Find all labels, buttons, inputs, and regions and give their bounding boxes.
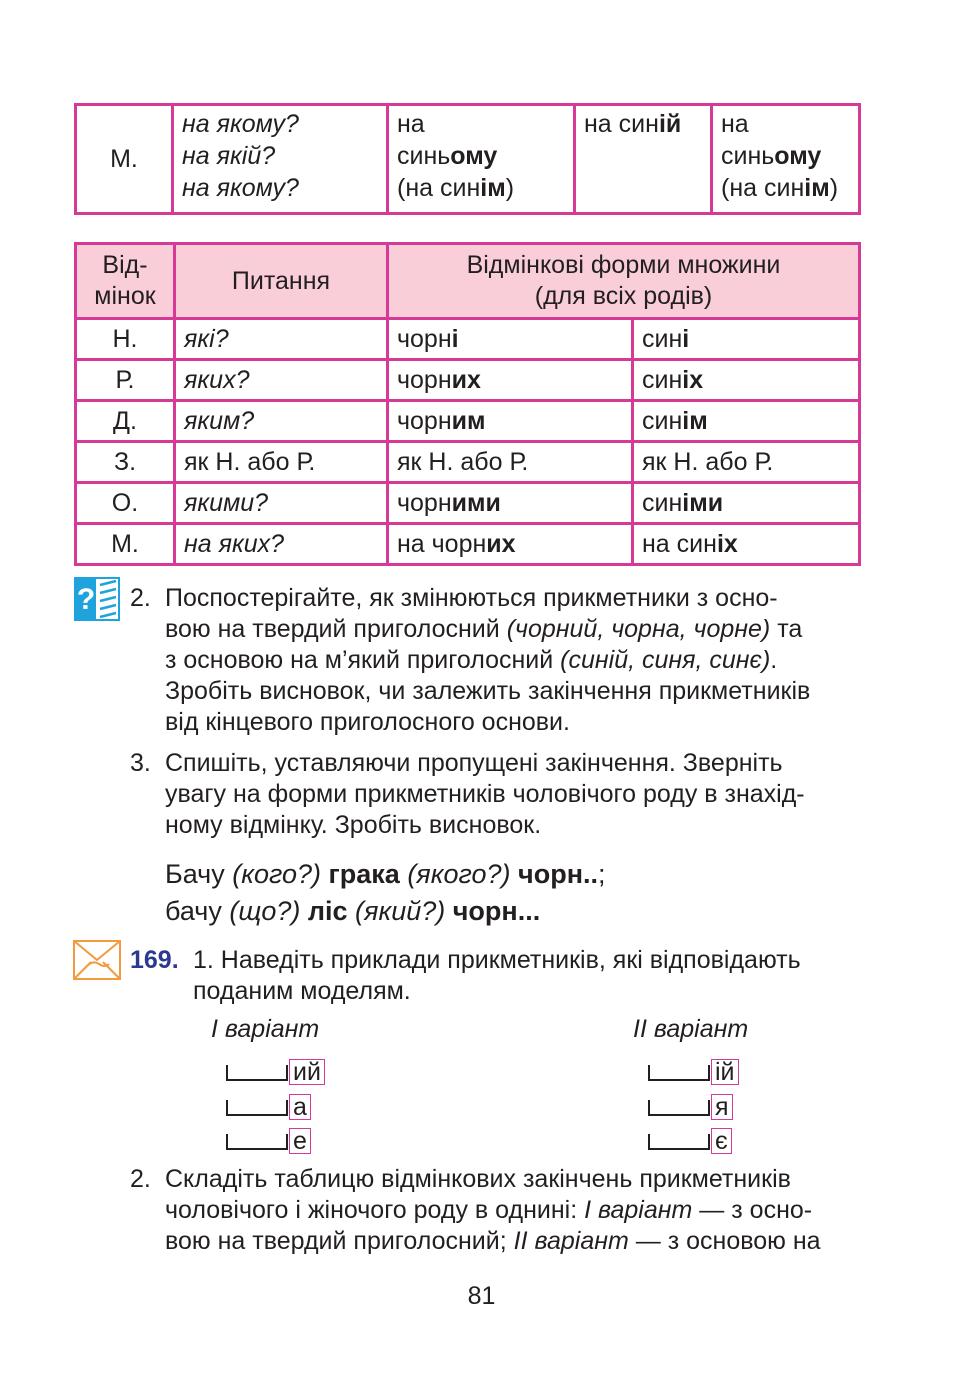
model-v1-2: а bbox=[226, 1093, 311, 1121]
hard-stem-form: чорним bbox=[388, 401, 633, 442]
singular-table-continuation bbox=[74, 103, 861, 215]
question-cell: яким? bbox=[175, 401, 388, 442]
question-cell: яких? bbox=[175, 360, 388, 401]
header-plural-forms: Відмінкові форми множини (для всіх родів) bbox=[388, 244, 860, 319]
hard-stem-form: як Н. або Р. bbox=[388, 442, 633, 483]
case-cell: З. bbox=[76, 442, 175, 483]
soft-stem-form: сині bbox=[633, 319, 860, 360]
ex169-part2-text: Складіть таблицю відмінкових закінчень прикметників чоловічого і жіночого роду в однині: І варіант — з осно- вою на твердий приголосний; ІІ варіант — з основою на bbox=[165, 1165, 821, 1255]
table-row bbox=[76, 483, 860, 524]
soft-stem-form: синіми bbox=[633, 483, 860, 524]
header-case: Від- мінок bbox=[76, 244, 175, 319]
table-row bbox=[76, 524, 860, 565]
model-v2-1: ій bbox=[648, 1058, 739, 1086]
feminine-form-cell: на синій bbox=[575, 105, 712, 214]
svg-text:?: ? bbox=[76, 583, 96, 616]
question-cell: якими? bbox=[175, 483, 388, 524]
task3-text: Спишіть, уставляючи пропущені закінчення. Зверніть увагу на форми прикметників чоловічого роду в знахід- ному відмінку. Зробіть висновок. bbox=[165, 749, 805, 839]
question-book-icon bbox=[74, 577, 120, 621]
task2-text: Поспостерігайте, як змінюються прикметники з осно- вою на твердий приголосний (чорний, чорна, чорне) та з основою на м’який приголосний (синій, синя, синє). Зробіть висновок, чи залежить закінчення прикметників від кінцевого приголосного основи. bbox=[165, 584, 811, 736]
question-cell: на якому? на якій? на якому? bbox=[173, 105, 388, 214]
soft-stem-form: синіх bbox=[633, 360, 860, 401]
model-v1-3: е bbox=[226, 1127, 311, 1155]
task3-sentences: Бачу (кого?) грака (якого?) чорн..; бачу (що?) ліс (який?) чорн... bbox=[165, 859, 606, 926]
question-cell: які? bbox=[175, 319, 388, 360]
soft-stem-form: синім bbox=[633, 401, 860, 442]
hard-stem-form: чорні bbox=[388, 319, 633, 360]
soft-stem-form: на синіх bbox=[633, 524, 860, 565]
model-v2-2: я bbox=[648, 1093, 733, 1121]
hard-stem-form: чорними bbox=[388, 483, 633, 524]
case-cell: Р. bbox=[76, 360, 175, 401]
neuter-form-cell: на синьому (на синім) bbox=[712, 105, 860, 214]
task3-number: 3. bbox=[130, 749, 151, 777]
exercise-169-part1: 1. Наведіть приклади прикметників, які відповідають поданим моделям. bbox=[193, 946, 801, 1005]
case-cell: Д. bbox=[76, 401, 175, 442]
case-cell: М. bbox=[76, 524, 175, 565]
exercise-number: 169. bbox=[130, 946, 179, 974]
table-row bbox=[76, 401, 860, 442]
page-number: 81 bbox=[467, 1282, 496, 1310]
plural-forms-table bbox=[74, 242, 861, 566]
header-question: Питання bbox=[175, 244, 388, 319]
hard-stem-form: на чорних bbox=[388, 524, 633, 565]
variant1-label: І варіант bbox=[211, 1015, 320, 1043]
handshake-envelope-icon bbox=[73, 940, 121, 980]
case-cell: О. bbox=[76, 483, 175, 524]
model-v2-3: є bbox=[648, 1127, 732, 1155]
case-cell: Н. bbox=[76, 319, 175, 360]
question-cell: на яких? bbox=[175, 524, 388, 565]
task2-number: 2. bbox=[130, 584, 151, 612]
hard-stem-form: чорних bbox=[388, 360, 633, 401]
table-row bbox=[76, 360, 860, 401]
table-row bbox=[76, 442, 860, 483]
ex169-part2-number: 2. bbox=[130, 1165, 151, 1193]
model-v1-1: ий bbox=[226, 1058, 325, 1086]
neuter-masc-form-cell: на синьому (на синім) bbox=[388, 105, 575, 214]
variant2-label: ІІ варіант bbox=[633, 1015, 749, 1043]
soft-stem-form: як Н. або Р. bbox=[633, 442, 860, 483]
case-cell: М. bbox=[76, 105, 173, 214]
table-row bbox=[76, 319, 860, 360]
question-cell: як Н. або Р. bbox=[175, 442, 388, 483]
